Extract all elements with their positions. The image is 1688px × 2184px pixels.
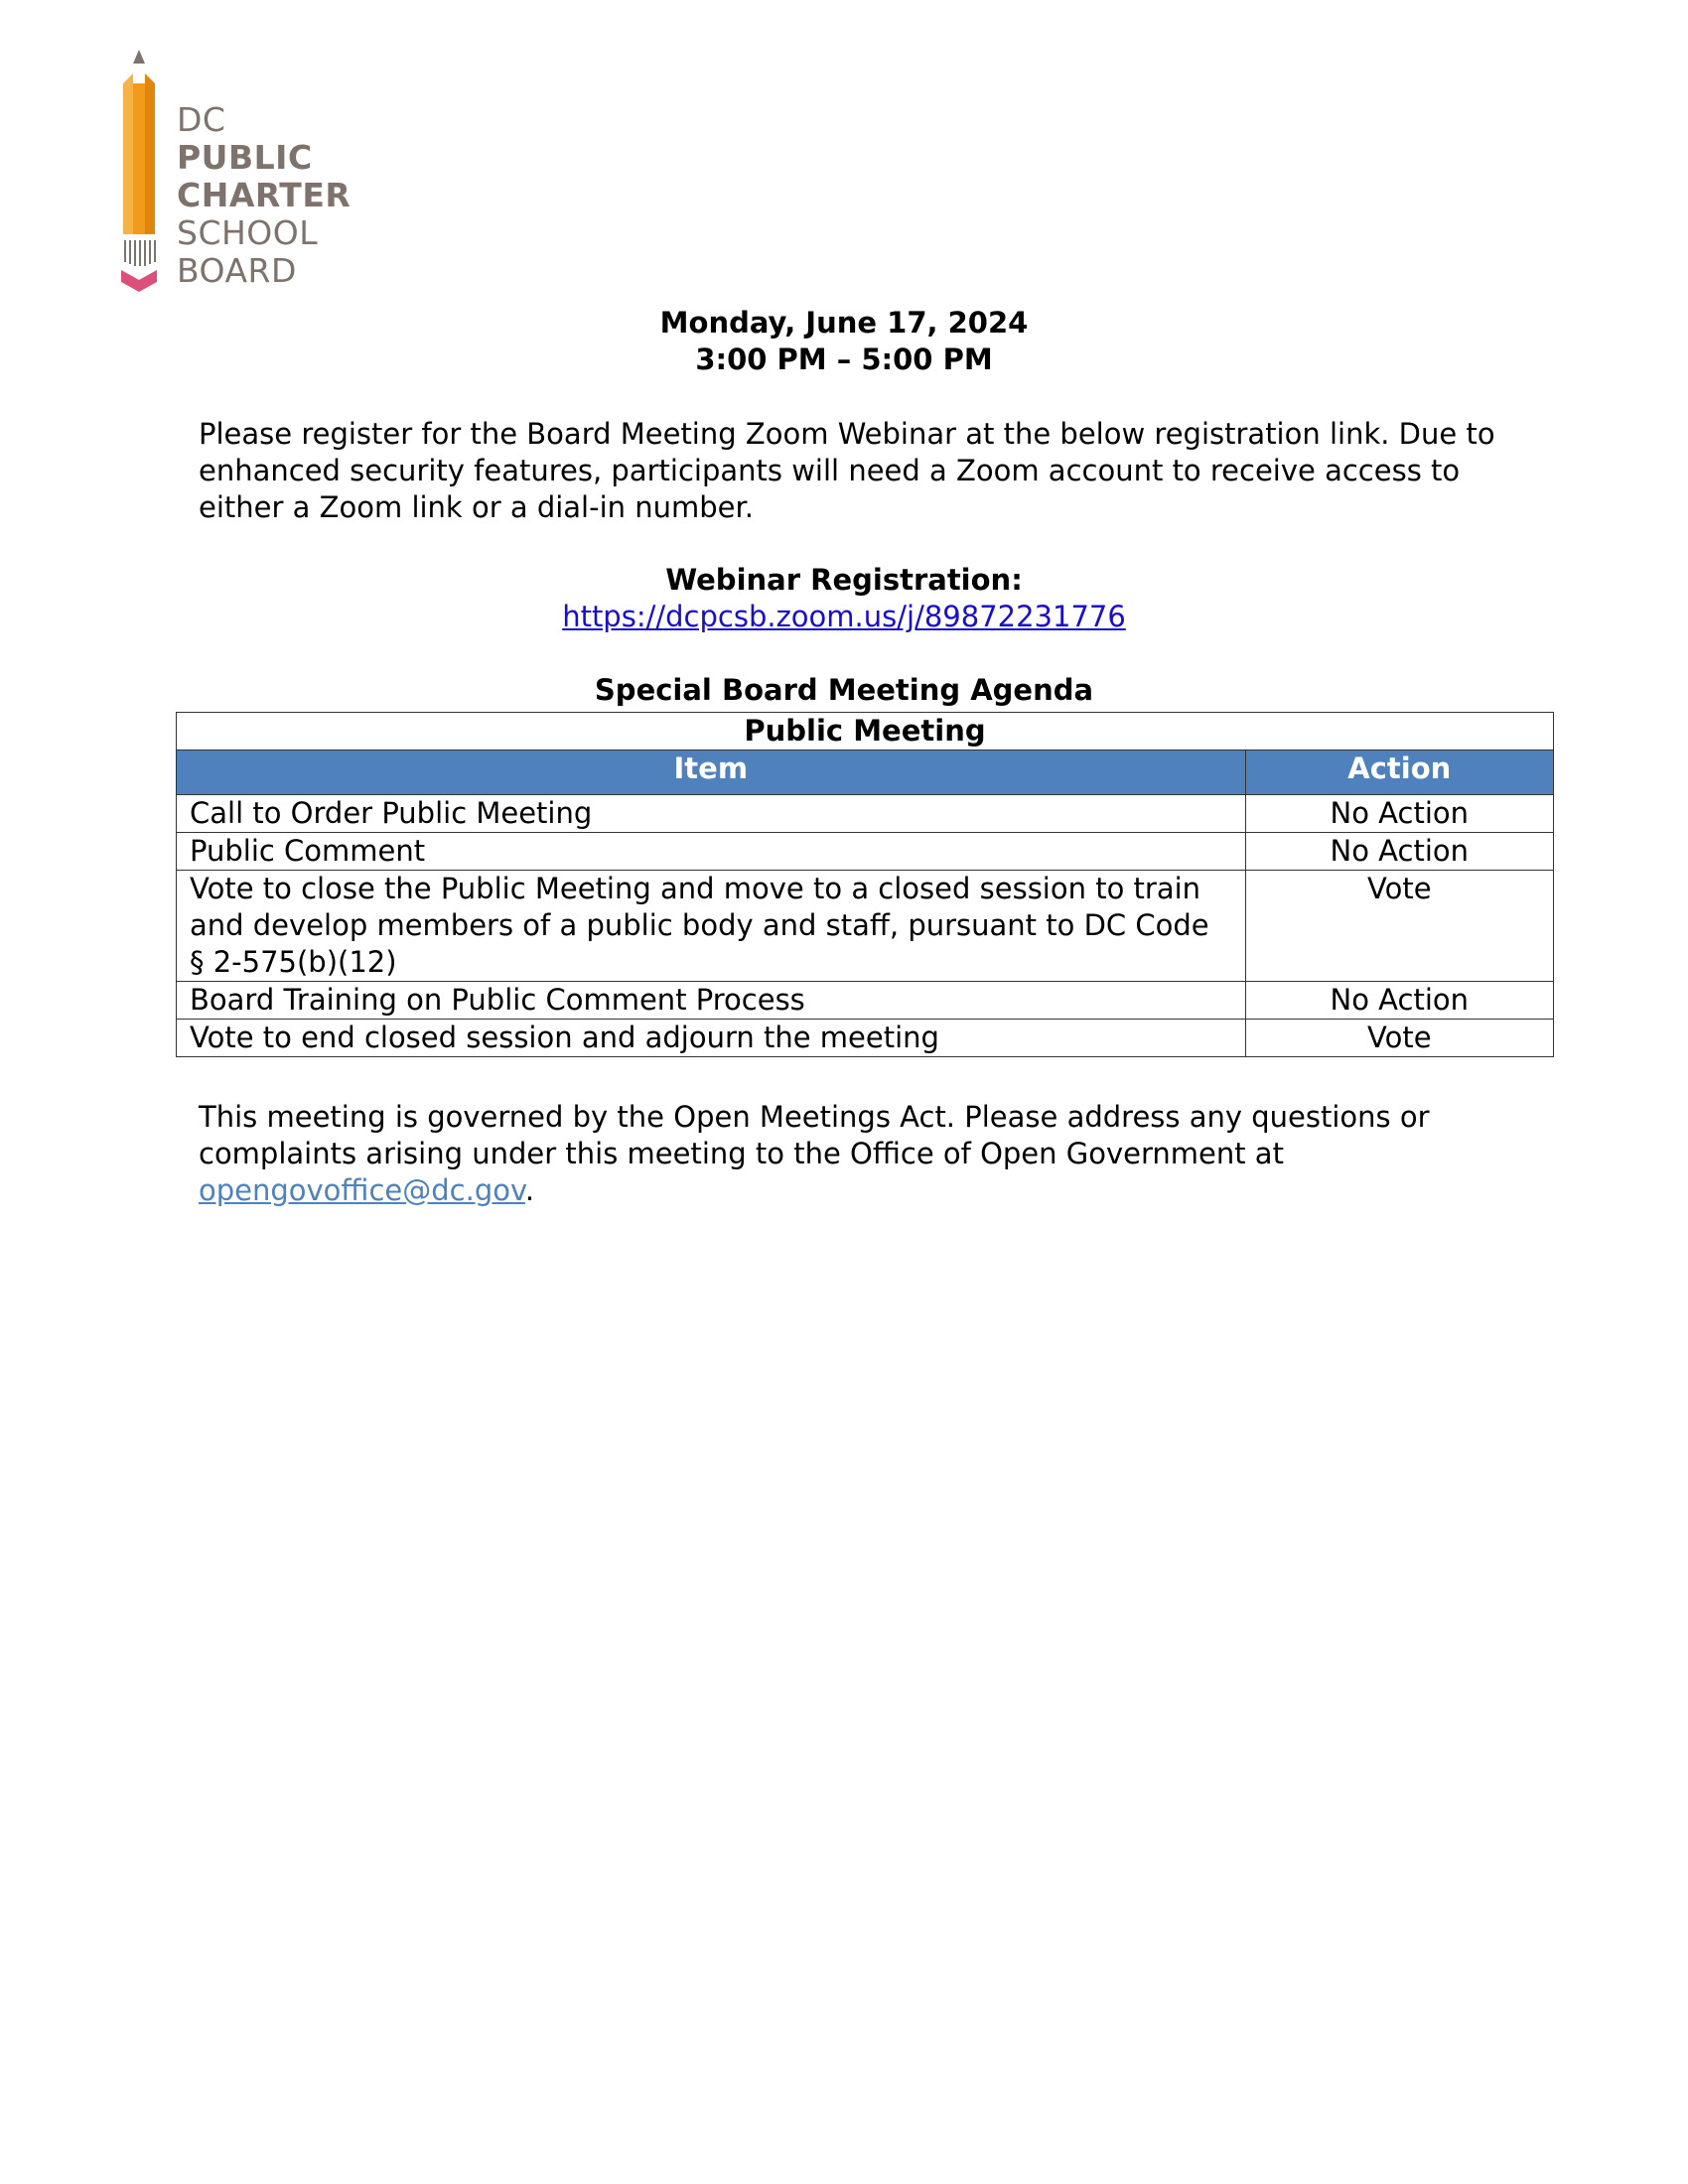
notice-text: This meeting is governed by the Open Meetings Act. Please address any questions or complaints arising under this meeting to the Office of Open Government at	[199, 1100, 1430, 1170]
logo-line-public: PUBLIC	[177, 138, 313, 177]
agenda-row	[177, 833, 1554, 871]
agenda-item-cell: Call to Order Public Meeting	[177, 795, 1246, 833]
logo-line-charter: CHARTER	[177, 176, 352, 214]
registration-link[interactable]: https://dcpcsb.zoom.us/j/89872231776	[562, 600, 1126, 633]
logo-line-school: SCHOOL	[177, 213, 319, 252]
agenda-row	[177, 795, 1554, 833]
agenda-action-cell: No Action	[1245, 833, 1553, 871]
agenda-item-cell: Vote to end closed session and adjourn the meeting	[177, 1020, 1246, 1057]
logo-wordmark	[177, 101, 351, 290]
agenda-item-cell: Board Training on Public Comment Process	[177, 982, 1246, 1020]
agenda-item-cell: Vote to close the Public Meeting and move to a closed session to train and develop members of a public body and staff, pursuant to DC Code § 2-575(b)(12)	[177, 871, 1246, 982]
column-header-action: Action	[1245, 751, 1553, 795]
organization-logo	[117, 50, 375, 298]
agenda-row	[177, 871, 1554, 982]
logo-line-board: BOARD	[177, 251, 297, 290]
logo-line-dc: DC	[177, 100, 226, 139]
agenda-action-cell: Vote	[1245, 1020, 1553, 1057]
open-government-email-link[interactable]: opengovoffice@dc.gov	[199, 1173, 525, 1207]
agenda-row	[177, 1020, 1554, 1057]
agenda-title: Special Board Meeting Agenda	[594, 673, 1094, 707]
open-meetings-notice	[199, 1099, 1529, 1209]
agenda-action-cell: No Action	[1245, 795, 1553, 833]
agenda-action-cell: Vote	[1245, 871, 1553, 982]
agenda-action-cell: No Action	[1245, 982, 1553, 1020]
agenda-header-row	[177, 751, 1554, 795]
meeting-date: Monday, June 17, 2024	[659, 306, 1029, 340]
agenda-caption-row	[177, 713, 1554, 751]
registration-title: Webinar Registration:	[665, 563, 1023, 597]
column-header-item: Item	[177, 751, 1246, 795]
agenda-item-cell: Public Comment	[177, 833, 1246, 871]
agenda-caption: Public Meeting	[177, 713, 1554, 751]
meeting-time: 3:00 PM – 5:00 PM	[695, 342, 993, 376]
pencil-logo-icon	[117, 50, 161, 293]
notice-text-end: .	[524, 1173, 535, 1207]
meeting-datetime	[0, 305, 1688, 378]
webinar-registration	[0, 562, 1688, 635]
agenda-table	[176, 712, 1554, 1057]
intro-paragraph: Please register for the Board Meeting Zoom Webinar at the below registration link. Due to enhanced security features, participants will need a Zoom account to receive access to either a Zoom link or a dial-in number.	[199, 417, 1495, 524]
agenda-row	[177, 982, 1554, 1020]
